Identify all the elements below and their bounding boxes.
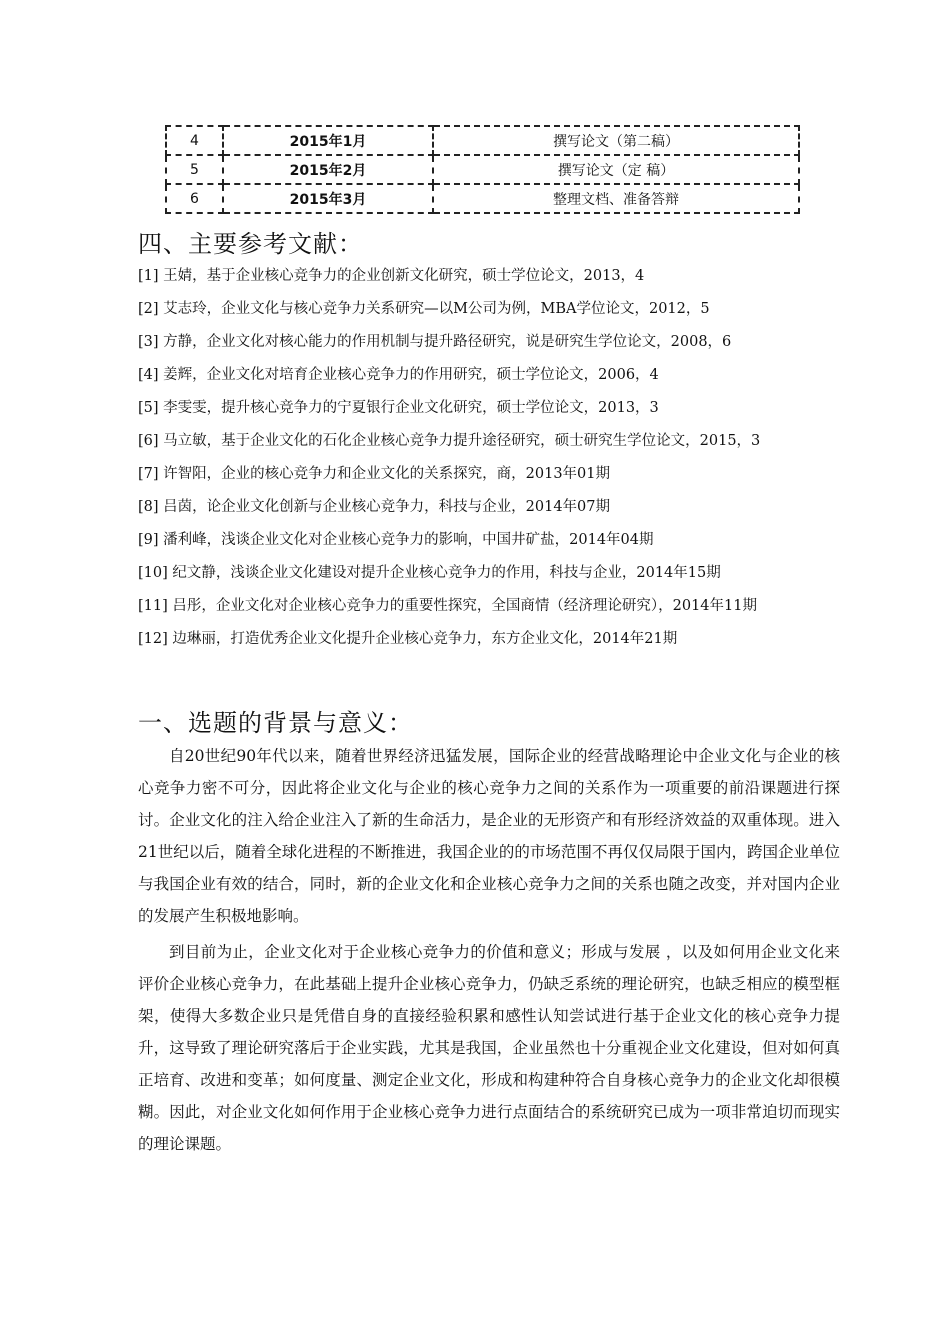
row-number: 6 <box>166 184 223 213</box>
table-row <box>166 184 799 213</box>
reference-item: [4] 姜辉，企业文化对培育企业核心竞争力的作用研究，硕士学位论文，2006，4 <box>138 367 659 383</box>
reference-item: [8] 吕茵，论企业文化创新与企业核心竞争力，科技与企业，2014年07期 <box>138 499 610 515</box>
reference-item: [11] 吕彤，企业文化对企业核心竞争力的重要性探究，全国商情（经济理论研究），2014年11期 <box>138 598 757 614</box>
row-task: 整理文档、准备答辩 <box>433 184 799 213</box>
body-paragraph: 到目前为止，企业文化对于企业核心竞争力的价值和意义；形成与发展 ，以及如何用企业文化来评价企业核心竞争力，在此基础上提升企业核心竞争力，仍缺乏系统的理论研究，也缺乏相应的模型框架，使得大多数企业只是凭借自身的直接经验积累和感性认知尝试进行基于企业文化的核心竞争力提升，这导致了理论研究落后于企业实践，尤其是我国，企业虽然也十分重视企业文化建设，但对如何真正培育、改进和变革；如何度量、测定企业文化，形成和构建种符合自身核心竞争力的企业文化却很模糊。因此，对企业文化如何作用于企业核心竞争力进行点面结合的系统研究已成为一项非常迫切而现实的理论课题。 <box>138 943 840 1153</box>
reference-list <box>138 264 858 660</box>
row-task: 撰写论文（定 稿） <box>433 155 799 184</box>
background-body <box>138 740 840 1164</box>
row-task: 撰写论文（第二稿） <box>433 126 799 155</box>
row-date: 2015年3月 <box>223 184 433 213</box>
reference-item: [12] 边琳丽，打造优秀企业文化提升企业核心竞争力，东方企业文化，2014年21期 <box>138 631 678 647</box>
reference-item: [5] 李雯雯，提升核心竞争力的宁夏银行企业文化研究，硕士学位论文，2013，3 <box>138 400 659 416</box>
background-heading: 一、选题的背景与意义： <box>138 709 413 737</box>
reference-item: [3] 方静，企业文化对核心能力的作用机制与提升路径研究，说是研究生学位论文，2008，6 <box>138 334 732 350</box>
table-row <box>166 155 799 184</box>
reference-item: [10] 纪文静，浅谈企业文化建设对提升企业核心竞争力的作用，科技与企业，2014年15期 <box>138 565 721 581</box>
row-date: 2015年1月 <box>223 126 433 155</box>
reference-item: [6] 马立敏，基于企业文化的石化企业核心竞争力提升途径研究，硕士研究生学位论文，2015，3 <box>138 433 761 449</box>
row-number: 5 <box>166 155 223 184</box>
reference-item: [7] 许智阳，企业的核心竞争力和企业文化的关系探究，商，2013年01期 <box>138 466 610 482</box>
body-paragraph: 自20世纪90年代以来，随着世界经济迅猛发展，国际企业的经营战略理论中企业文化与企业的核心竞争力密不可分，因此将企业文化与企业的核心竞争力之间的关系作为一项重要的前沿课题进行探讨。企业文化的注入给企业注入了新的生命活力，是企业的无形资产和有形经济效益的双重体现。进入21世纪以后，随着全球化进程的不断推进，我国企业的的市场范围不再仅仅局限于国内，跨国企业单位与我国企业有效的结合，同时，新的企业文化和企业核心竞争力之间的关系也随之改变，并对国内企业的发展产生积极地影响。 <box>138 747 840 925</box>
reference-item: [1] 王婧，基于企业核心竞争力的企业创新文化研究，硕士学位论文，2013，4 <box>138 268 645 284</box>
reference-item: [2] 艾志玲，企业文化与核心竞争力关系研究—以M公司为例，MBA学位论文，2012，5 <box>138 301 710 317</box>
row-number: 4 <box>166 126 223 155</box>
row-date: 2015年2月 <box>223 155 433 184</box>
references-heading: 四、主要参考文献： <box>138 230 363 258</box>
schedule-table <box>165 125 800 214</box>
reference-item: [9] 潘利峰，浅谈企业文化对企业核心竞争力的影响，中国井矿盐，2014年04期 <box>138 532 654 548</box>
table-row <box>166 126 799 155</box>
